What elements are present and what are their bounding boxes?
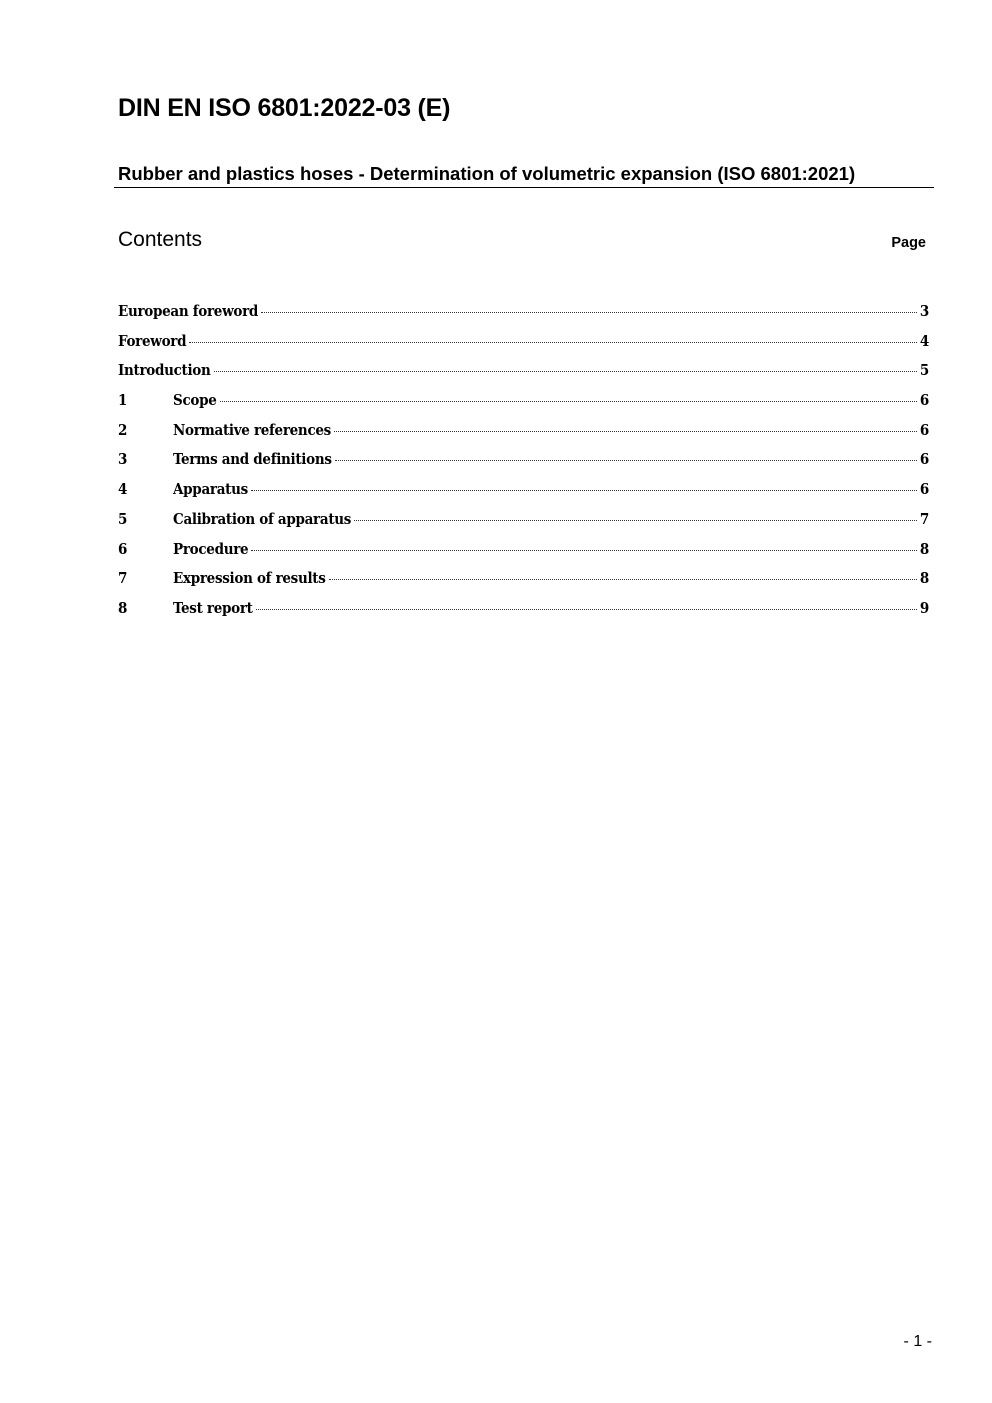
toc-entry-page: 6 [919,450,929,469]
toc-entry-expression-of-results[interactable] [118,569,929,599]
toc-dot-leader [329,579,917,580]
contents-heading: Contents [118,228,203,251]
toc-entry-introduction[interactable] [118,361,929,391]
toc-entry-page: 8 [919,539,929,558]
toc-entry-page: 9 [919,598,929,617]
toc-entry-foreword[interactable] [118,332,929,362]
toc-entry-scope[interactable] [118,391,929,421]
toc-dot-leader [261,312,917,313]
toc-entry-number: 4 [118,480,128,499]
toc-entry-european-foreword[interactable] [118,302,929,332]
page-column-label: Page [891,235,926,251]
toc-entry-number: 7 [118,569,128,588]
toc-entry-page: 8 [919,569,929,588]
toc-dot-leader [251,490,917,491]
toc-entry-page: 3 [919,302,929,320]
toc-entry-label: Procedure [173,539,249,558]
toc-entry-label: Scope [173,391,217,410]
toc-entry-procedure[interactable] [118,540,929,570]
toc-entry-page: 6 [919,480,929,499]
toc-entry-number: 1 [118,391,128,410]
toc-dot-leader [214,371,917,372]
toc-entry-label: Expression of results [173,569,326,588]
toc-entry-label: Test report [173,598,253,617]
document-identifier: DIN EN ISO 6801:2022-03 (E) [118,94,451,122]
toc-entry-normative-references[interactable] [118,421,929,451]
toc-entry-number: 5 [118,509,128,528]
toc-entry-label: Foreword [118,331,187,350]
toc-dot-leader [189,342,917,343]
document-title: Rubber and plastics hoses - Determination of volumetric expansion (ISO 6801:2021) [118,163,856,184]
toc-entry-label: Terms and definitions [173,450,332,469]
toc-entry-calibration-of-apparatus[interactable] [118,510,929,540]
toc-dot-leader [354,520,917,521]
table-of-contents [118,302,929,629]
toc-entry-label: European foreword [118,302,259,320]
toc-entry-label: Calibration of apparatus [173,509,352,528]
toc-dot-leader [335,460,917,461]
toc-entry-test-report[interactable] [118,599,929,629]
title-underline [114,187,934,188]
toc-dot-leader [220,401,918,402]
toc-entry-label: Introduction [118,361,211,380]
toc-entry-number: 6 [118,539,128,558]
toc-entry-apparatus[interactable] [118,480,929,510]
toc-entry-page: 6 [919,420,929,439]
toc-dot-leader [251,550,917,551]
toc-entry-number: 2 [118,420,128,439]
toc-entry-number: 3 [118,450,128,469]
toc-dot-leader [334,431,917,432]
toc-entry-label: Apparatus [173,480,248,499]
toc-entry-page: 4 [919,331,929,350]
toc-entry-terms-and-definitions[interactable] [118,450,929,480]
toc-entry-number: 8 [118,598,128,617]
toc-entry-label: Normative references [173,420,331,439]
toc-dot-leader [256,609,917,610]
toc-entry-page: 6 [919,391,929,410]
toc-entry-page: 7 [919,509,929,528]
page-number: - 1 - [903,1333,932,1350]
toc-entry-page: 5 [919,361,929,380]
